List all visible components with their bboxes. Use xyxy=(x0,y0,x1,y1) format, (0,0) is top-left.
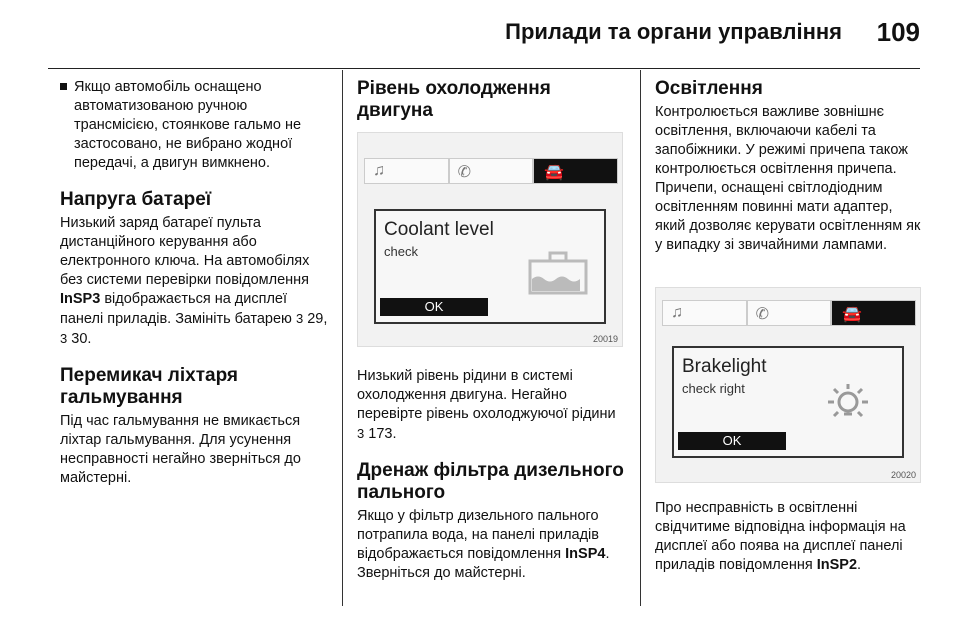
coolant-tank-icon xyxy=(526,251,590,295)
column-left xyxy=(60,78,328,488)
fault-paragraph: Про несправність в освітленні свідчитиме відповідна інформація на дисплеї або поява на дисплеї панелі приладів повідомлення InSP2. xyxy=(655,500,906,573)
column-middle xyxy=(357,78,625,583)
battery-paragraph: Низький заряд батареї пульта дистанційного керування або електронного ключа. На автомобілях без системи перевірки повідомлення InSP3 відображається на дисплеї панелі приладів. Замініть батарею 3 29, 3 30. xyxy=(60,215,328,347)
column-divider-2 xyxy=(640,70,641,606)
bullet-item xyxy=(60,78,328,173)
drain-heading: Дренаж фільтра дизельного пального xyxy=(357,460,624,503)
reference-arrow-icon: 3 xyxy=(60,331,68,346)
display-tabs xyxy=(662,300,916,326)
tab-phone xyxy=(449,158,534,184)
display-message-title: Brakelight xyxy=(682,356,767,377)
display-tabs xyxy=(364,158,618,184)
tab-music xyxy=(662,300,747,326)
bullet-text: Якщо автомобіль оснащено автоматизованою ручною трансмісією, стоянкове гальмо не застосовано, не вибрано жодної передачі, а двигун вимкнено. xyxy=(74,79,302,171)
lighting-paragraph: Контролюється важливе зовнішнє освітлення, включаючи кабелі та запобіжники. У режимі причепа також контролюється освітлення причепа. Причепи, оснащені світлодіодним освітленням повинні мати адаптер, який дозволяє керувати освітленням як у випадку зі звичайними лампами. xyxy=(655,104,921,253)
coolant-display-image xyxy=(357,132,623,347)
phone-icon: ✆ xyxy=(457,164,472,181)
ok-button: OK xyxy=(678,432,786,450)
image-number: 20020 xyxy=(890,470,916,480)
battery-heading: Напруга батареї xyxy=(60,189,212,210)
phone-icon: ✆ xyxy=(755,306,770,323)
display-message-sub: check right xyxy=(682,381,745,396)
drain-paragraph: Якщо у фільтр дизельного пального потрапила вода, на панелі приладів відображається повідомлення InSP4. Зверніться до майстерні. xyxy=(357,508,610,581)
display-message-sub: check xyxy=(384,244,418,259)
coolant-heading: Рівень охолодження двигуна xyxy=(357,78,551,121)
image-number: 20019 xyxy=(592,334,618,344)
music-icon: ♫ xyxy=(671,304,683,321)
code-insp3: InSP3 xyxy=(60,291,101,307)
brake-switch-paragraph: Під час гальмування не вмикається ліхтар гальмування. Для усунення несправності негайно зверніться до майстерні. xyxy=(60,413,301,486)
page-title: Прилади та органи управління xyxy=(505,19,842,44)
coolant-paragraph: Низький рівень рідини в системі охолодження двигуна. Негайно перевірте рівень охолоджуючої рідини 3 173. xyxy=(357,368,616,442)
car-icon: 🚘 xyxy=(842,306,863,323)
bulb-warning-icon xyxy=(824,382,872,426)
display-message-box xyxy=(672,346,904,458)
tab-music xyxy=(364,158,449,184)
reference-arrow-icon: 3 xyxy=(295,311,304,326)
bullet-square-icon xyxy=(60,83,67,90)
display-message-box xyxy=(374,209,606,324)
header-divider xyxy=(48,68,920,69)
music-icon: ♫ xyxy=(373,162,385,179)
reference-arrow-icon: 3 xyxy=(357,426,365,441)
tab-car xyxy=(533,158,618,184)
page-number: 109 xyxy=(876,17,920,47)
car-icon: 🚘 xyxy=(544,164,565,181)
brake-switch-heading: Перемикач ліхтаря гальмування xyxy=(60,365,239,408)
code-insp4: InSP4 xyxy=(565,546,606,562)
page-header xyxy=(0,16,960,56)
brakelight-display-image xyxy=(655,287,921,483)
code-insp2: InSP2 xyxy=(816,557,858,573)
lighting-heading: Освітлення xyxy=(655,78,763,99)
ok-button: OK xyxy=(380,298,488,316)
column-right xyxy=(655,78,923,575)
column-divider-1 xyxy=(342,70,343,606)
display-message-title: Coolant level xyxy=(384,219,494,240)
tab-car xyxy=(831,300,916,326)
tab-phone xyxy=(747,300,832,326)
